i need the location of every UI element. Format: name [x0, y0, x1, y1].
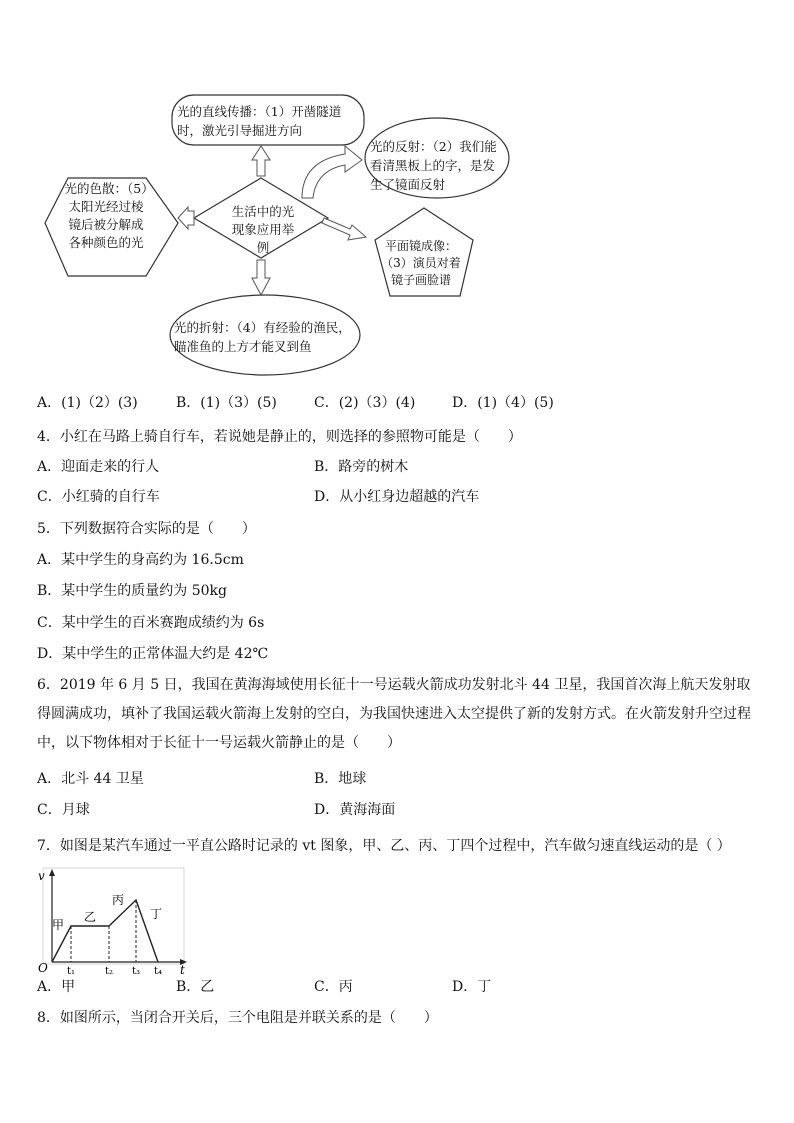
q5-option-b: B．某中学生的质量约为 50kg [37, 583, 227, 599]
q6-option-b: B．地球 [314, 771, 367, 787]
q7-option-c: C．丙 [314, 979, 353, 995]
q7-tick-t4: t₄ [154, 966, 163, 976]
q7-seg-bing: 丙 [112, 893, 125, 907]
q4-option-b: B．路旁的树木 [314, 459, 409, 475]
q4-option-a: A．迎面走来的行人 [37, 459, 160, 475]
q7-seg-ding: 丁 [150, 907, 163, 921]
q7-seg-jia: 甲 [52, 918, 65, 932]
q5-option-c: C．某中学生的百米赛跑成绩约为 6s [37, 615, 265, 631]
q7-option-a: A．甲 [37, 979, 76, 995]
arrow-down [252, 260, 270, 295]
q5-option-d: D．某中学生的正常体温大约是 42℃ [37, 646, 269, 662]
arrow-right-down [322, 218, 366, 240]
q7-axis-t: t [180, 963, 185, 976]
diagram-bottom-text: 光的折射：（4）有经验的渔民，瞄准鱼的上方才能叉到鱼 [174, 320, 351, 354]
q7-axis-v: v [38, 869, 45, 883]
q7-origin: O [38, 961, 48, 975]
q6-stem: 6．2019 年 6 月 5 日，我国在黄海海域使用长征十一号运载火箭成功发射北斗 44 卫星，我国首次海上航天发射取得圆满成功，填补了我国运载火箭海上发射的空白，为我国快速进入太空提供了新的发射方式。在火箭发射升空过程中，以下物体相对于长征十一号运载火箭静止的是（ ） [37, 677, 751, 751]
q7-tick-t3: t₃ [132, 966, 141, 976]
arrow-left [178, 207, 194, 229]
q4-option-d: D．从小红身边超越的汽车 [314, 489, 480, 505]
q5-stem: 5．下列数据符合实际的是（ ） [37, 521, 256, 537]
q4-option-c: C．小红骑的自行车 [37, 489, 160, 505]
q6-option-c: C．月球 [37, 802, 90, 818]
q3-option-c: C．(2)（3）(4) [314, 395, 416, 411]
diagram-left-text: 光的色散：（5）太阳光经过棱镜后被分解成各种颜色的光 [64, 181, 148, 250]
diagram-right-top-text: 光的反射：（2）我们能看清黑板上的字，是发生了镜面反射 [370, 139, 497, 192]
q3-option-b: B．(1)（3）(5) [176, 395, 277, 411]
q7-vt-graph [34, 866, 194, 976]
q7-option-b: B．乙 [176, 979, 215, 995]
arrow-up [252, 146, 270, 176]
q3-option-d: D．(1)（4）(5) [452, 395, 554, 411]
q6-option-d: D．黄海海面 [314, 802, 396, 818]
q5-option-a: A．某中学生的身高约为 16.5cm [37, 552, 244, 568]
q7-option-d: D．丁 [452, 979, 492, 995]
q7-stem: 7．如图是某汽车通过一平直公路时记录的 vt 图象，甲、乙、丙、丁四个过程中，汽车做匀速直线运动的是（ ） [37, 838, 731, 854]
arrow-curve [302, 146, 362, 198]
q8-stem: 8．如图所示，当闭合开关后，三个电阻是并联关系的是（ ） [37, 1010, 438, 1026]
q7-tick-t1: t₁ [67, 966, 76, 976]
diagram-top-text: 光的直线传播：（1）开凿隧道时，激光引导掘进方向 [177, 104, 342, 138]
q3-option-a: A．(1)（2）(3) [37, 395, 138, 411]
diagram-center-text: 生活中的光现象应用举例 [231, 204, 295, 255]
q7-seg-yi: 乙 [84, 910, 97, 924]
diagram-right-bottom-text: 平面镜成像：（3）演员对着镜子画脸谱 [381, 239, 461, 287]
q7-tick-t2: t₂ [105, 966, 114, 976]
q4-stem: 4．小红在马路上骑自行车，若说她是静止的，则选择的参照物可能是（ ） [37, 429, 522, 445]
q6-option-a: A．北斗 44 卫星 [37, 771, 144, 787]
